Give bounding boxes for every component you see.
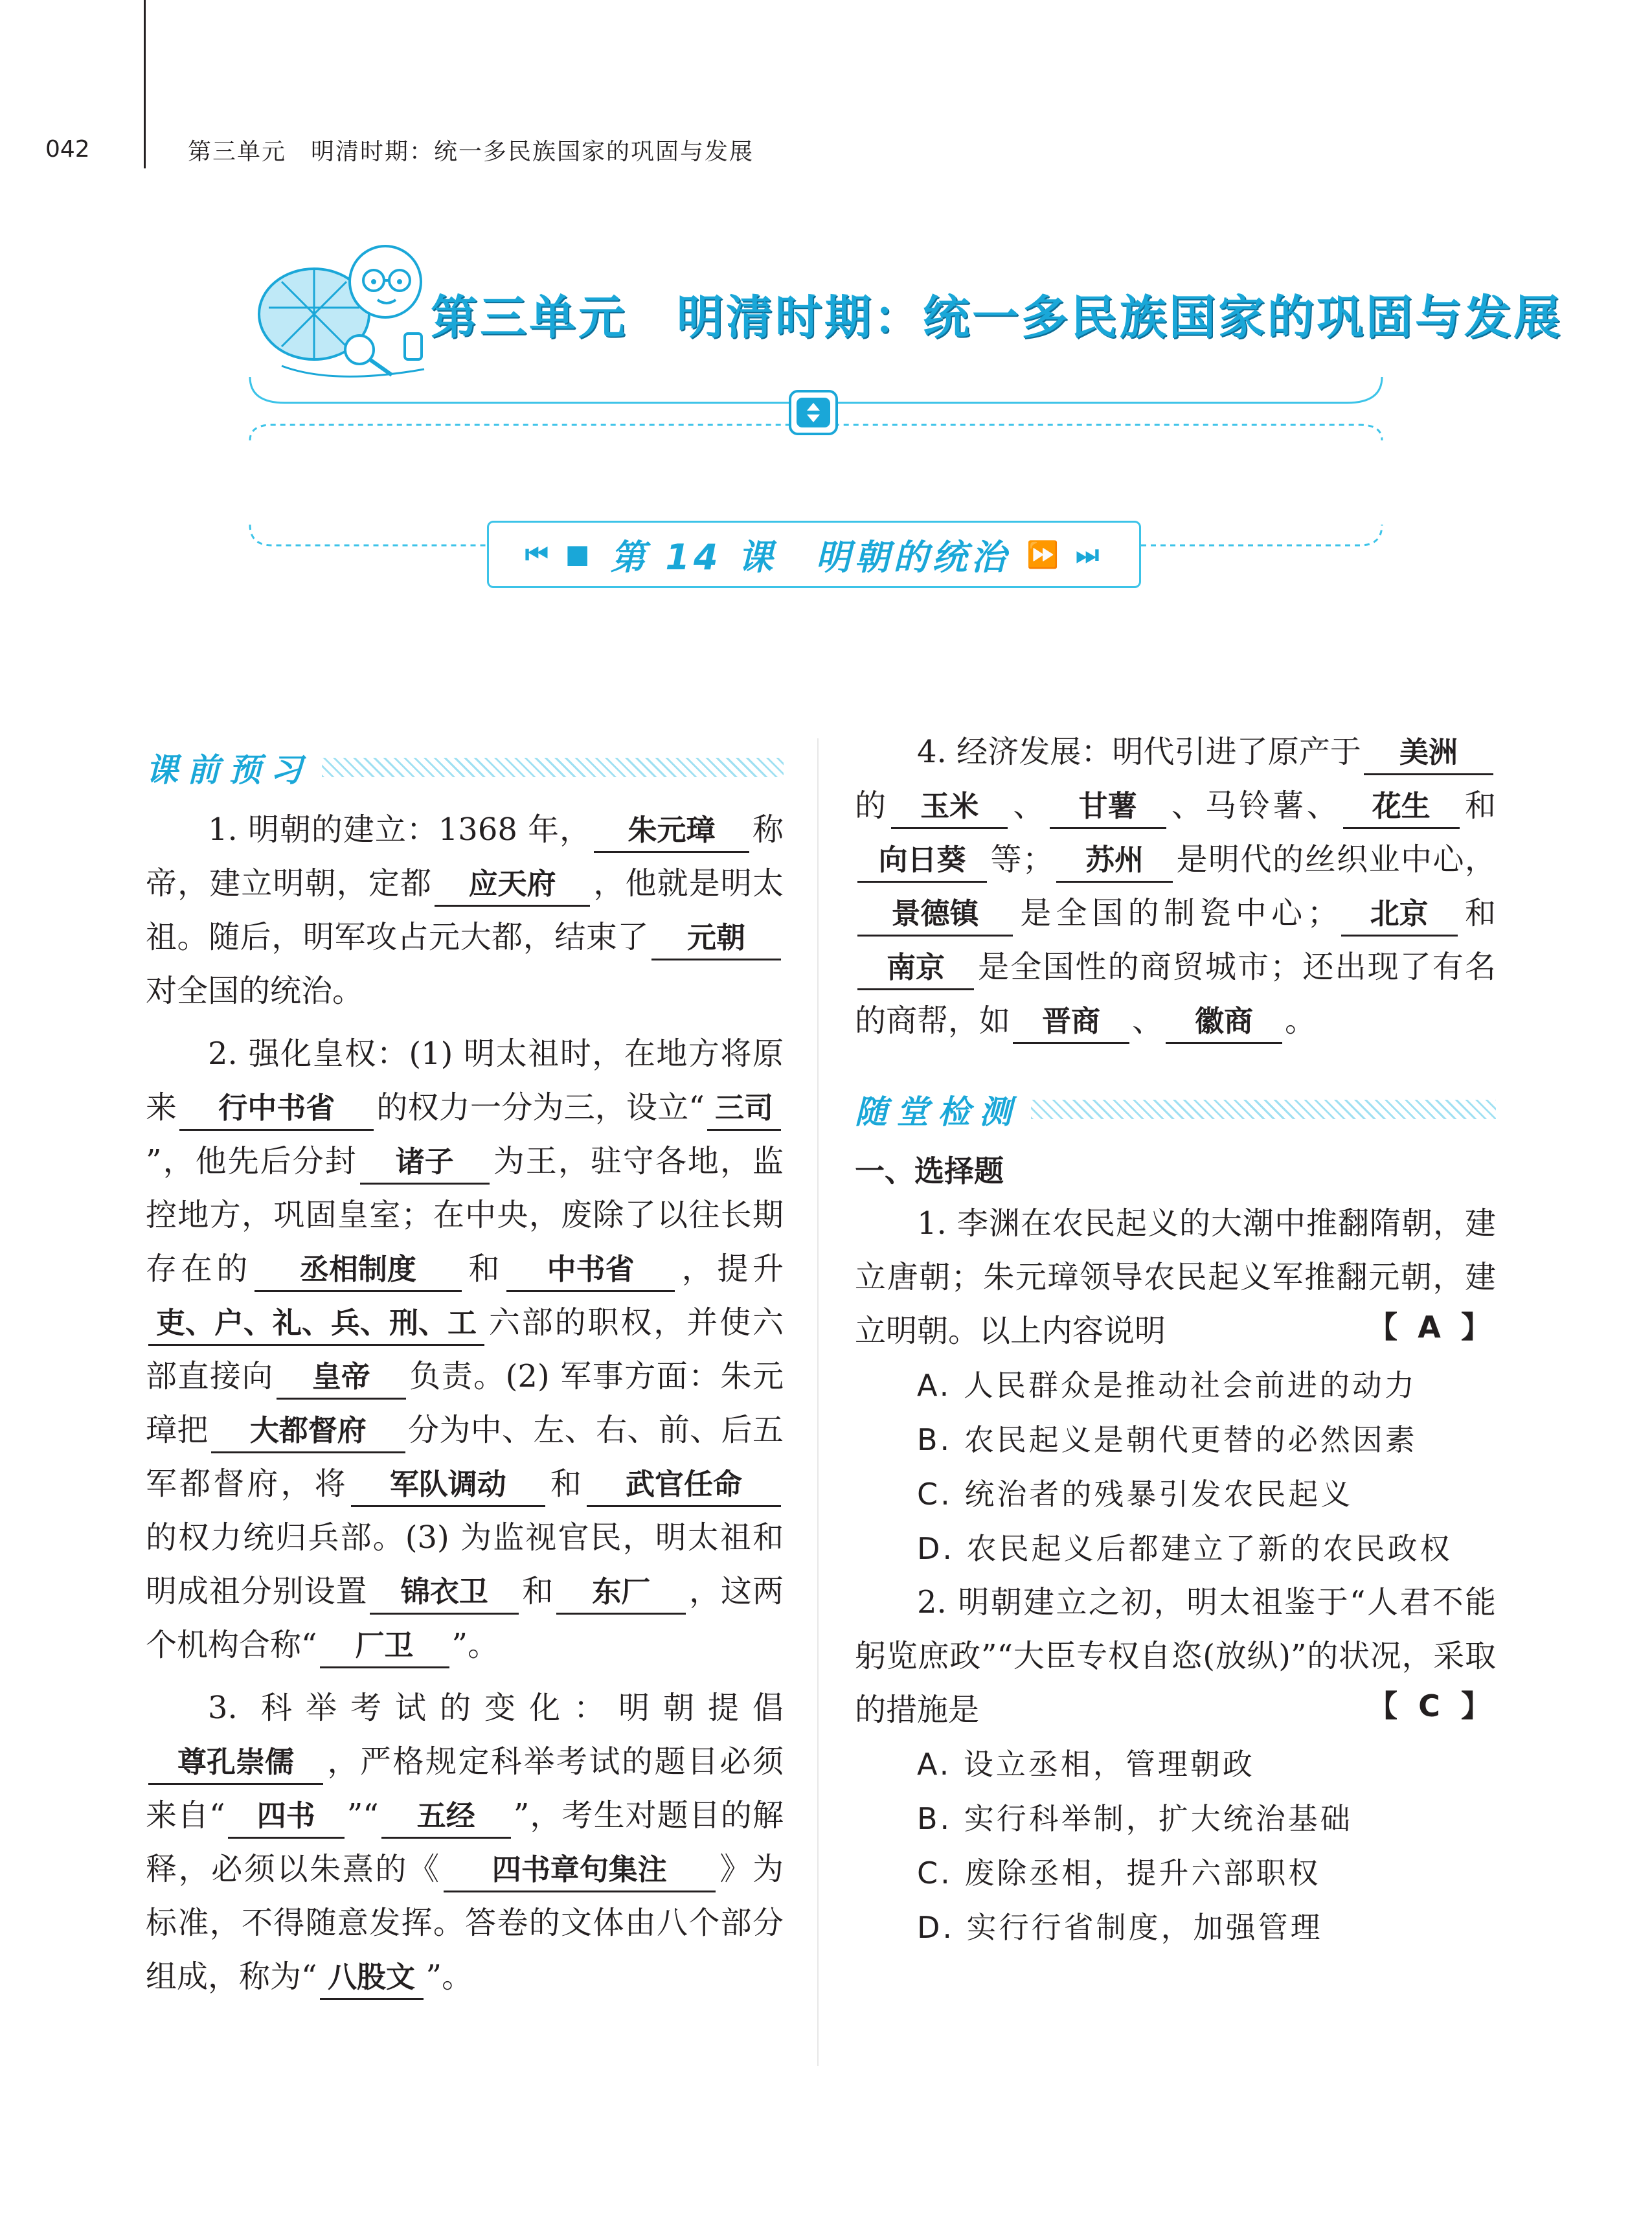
- section-hatch-decoration: [1031, 1100, 1496, 1119]
- answer-blank: 徽商: [1166, 1001, 1282, 1044]
- running-head: 第三单元 明清时期：统一多民族国家的巩固与发展: [188, 139, 754, 165]
- answer-blank: 中书省: [506, 1249, 675, 1292]
- bracket-close: 】: [1461, 1310, 1496, 1345]
- answer-blank: 锦衣卫: [370, 1571, 519, 1615]
- column-divider: [817, 738, 819, 2066]
- text-fragment: 等；: [990, 841, 1054, 878]
- preview-item-4: [855, 725, 1496, 1048]
- text-fragment: 3. 科举考试的变化：明朝提倡: [208, 1690, 784, 1726]
- answer-blank: 晋商: [1013, 1001, 1129, 1044]
- section-title-quiz: 随堂检测: [855, 1093, 1021, 1131]
- answer-blank: 向日葵: [857, 839, 987, 883]
- text-fragment: 、马铃薯、: [1168, 788, 1341, 824]
- answer-blank: 四书章句集注: [444, 1849, 716, 1892]
- answer-letter: C: [1418, 1688, 1445, 1723]
- answer-blank: 皇帝: [277, 1356, 406, 1400]
- text-fragment: 的: [855, 788, 889, 824]
- fast-forward-icon: ⏩ ⏭: [1026, 539, 1103, 570]
- answer-bracket: [1368, 1679, 1496, 1733]
- option: A. 人民群众是推动社会前进的动力: [917, 1368, 1417, 1403]
- text-fragment: ，他就是明太祖。随后，明军攻占元大都，结束了: [146, 865, 784, 955]
- text-fragment: ，严格规定科举考试的题目必须来自“: [146, 1743, 784, 1834]
- text-fragment: 六部的职权，并使六部直接向: [146, 1304, 784, 1394]
- option: D. 实行行省制度，加强管理: [917, 1910, 1323, 1945]
- option: C. 统治者的残暴引发农民起义: [917, 1477, 1353, 1512]
- answer-blank: 厂卫: [320, 1625, 449, 1668]
- text-fragment: 是全国的制瓷中心；: [1015, 895, 1339, 931]
- text-fragment: 为王，驻守各地，监控地方，巩固皇室；在中央，废除了以往长期存在的: [146, 1143, 784, 1287]
- preview-item-2: [146, 1027, 784, 1672]
- bracket-close: 】: [1461, 1688, 1496, 1723]
- question-1-stem: [855, 1197, 1496, 1358]
- text-fragment: 分为中、左、右、前、后五军都督府，将: [146, 1412, 784, 1502]
- answer-blank: 武官任命: [587, 1464, 781, 1507]
- question-text: 1. 李渊在农民起义的大潮中推翻隋朝，建立唐朝；朱元璋领导农民起义军推翻元朝，建立明朝。以上内容说明: [855, 1205, 1496, 1349]
- option: D. 农民起义后都建立了新的农民政权: [917, 1531, 1453, 1566]
- section-title-preview: 课前预习: [146, 751, 311, 789]
- answer-blank: 行中书省: [179, 1087, 374, 1131]
- text-fragment: 和: [521, 1573, 554, 1609]
- answer-blank: 尊孔崇儒: [148, 1742, 323, 1785]
- answer-blank: 东厂: [556, 1571, 686, 1615]
- answer-letter: A: [1418, 1310, 1446, 1345]
- answer-blank: 苏州: [1056, 839, 1173, 883]
- option: C. 废除丞相，提升六部职权: [917, 1856, 1321, 1891]
- bracket-open: 【: [1368, 1310, 1403, 1345]
- text-fragment: 和: [1462, 788, 1496, 824]
- answer-blank: 美洲: [1364, 732, 1493, 775]
- rewind-icon: ⏮ ■: [525, 539, 594, 569]
- page-number: 042: [45, 136, 90, 163]
- section-hatch-decoration: [322, 758, 784, 777]
- answer-blank: 玉米: [891, 786, 1008, 829]
- left-column: [146, 738, 784, 2004]
- text-fragment: 和: [547, 1466, 584, 1502]
- text-fragment: ”，考生对题目的解释，必须以朱熹的《: [146, 1797, 784, 1887]
- answer-blank: 景德镇: [857, 893, 1013, 937]
- answer-blank: 南京: [857, 947, 974, 990]
- text-fragment: 对全国的统治。: [146, 973, 364, 1009]
- text-fragment: 和: [464, 1251, 504, 1287]
- text-fragment: 是明代的丝织业中心，: [1175, 841, 1496, 878]
- text-fragment: 负责。(2) 军事方面：朱元璋把: [146, 1358, 784, 1448]
- text-fragment: ，提升: [677, 1251, 784, 1287]
- text-fragment: ”“: [346, 1797, 379, 1834]
- text-fragment: ，这两个机构合称“: [146, 1573, 784, 1663]
- section-header-preview: [146, 738, 784, 797]
- text-fragment: 的权力统归兵部。(3) 为监视官民，明太祖和明成祖分别设置: [146, 1519, 784, 1609]
- bracket-open: 【: [1368, 1688, 1403, 1723]
- preview-item-1: [146, 803, 784, 1018]
- answer-blank: 吏、户、礼、兵、刑、工: [148, 1302, 484, 1346]
- option: A. 设立丞相，管理朝政: [917, 1747, 1255, 1782]
- preview-item-3: [146, 1681, 784, 2004]
- text-fragment: ”，他先后分封: [146, 1143, 357, 1179]
- text-fragment: 2. 强化皇权：(1) 明太祖时，在地方将原来: [146, 1036, 784, 1126]
- answer-blank: 应天府: [435, 863, 590, 907]
- text-fragment: 和: [1460, 895, 1496, 931]
- answer-blank: 五经: [381, 1795, 511, 1839]
- lesson-title: 第 14 课 明朝的统治: [610, 536, 1010, 578]
- text-fragment: 1. 明朝的建立：1368 年，: [208, 812, 592, 848]
- text-fragment: 4. 经济发展：明代引进了原产于: [917, 734, 1361, 770]
- right-column: [855, 725, 1496, 1955]
- text-fragment: 、: [1132, 1003, 1164, 1039]
- option: B. 农民起义是朝代更替的必然因素: [917, 1422, 1418, 1457]
- question-text: 2. 明朝建立之初，明太祖鉴于“人君不能躬览庶政”“大臣专权自恣(放纵)”的状况，采取的措施是: [855, 1584, 1496, 1728]
- answer-blank: 朱元璋: [594, 810, 749, 853]
- option: B. 实行科举制，扩大统治基础: [917, 1801, 1353, 1836]
- header-rule: [144, 0, 146, 168]
- text-fragment: 》为标准，不得随意发挥。答卷的文体由八个部分组成，称为“: [146, 1851, 784, 1995]
- answer-blank: 元朝: [651, 917, 781, 960]
- text-fragment: 称帝，建立明朝，定都: [146, 812, 784, 902]
- answer-blank: 四书: [228, 1795, 345, 1839]
- question-2-stem: [855, 1576, 1496, 1737]
- text-fragment: 、: [1010, 788, 1047, 824]
- lesson-title-box: [487, 521, 1141, 588]
- text-fragment: 。: [1285, 1003, 1317, 1039]
- answer-blank: 丞相制度: [255, 1249, 462, 1292]
- answer-blank: 军队调动: [351, 1464, 545, 1507]
- section-header-quiz: [855, 1080, 1496, 1139]
- answer-blank: 甘薯: [1050, 786, 1166, 829]
- answer-blank: 北京: [1341, 893, 1458, 937]
- answer-blank: 花生: [1343, 786, 1460, 829]
- unit-title: 第三单元 明清时期：统一多民族国家的巩固与发展: [431, 290, 1563, 345]
- answer-blank: 诸子: [360, 1141, 490, 1185]
- text-fragment: 是全国性的商贸城市；还出现了有名的商帮，如: [855, 949, 1496, 1039]
- text-fragment: ”。: [425, 1959, 473, 1995]
- text-fragment: 的权力一分为三，设立“: [376, 1089, 705, 1126]
- answer-bracket: [1368, 1300, 1496, 1354]
- answer-blank: 三司: [707, 1087, 781, 1131]
- quiz-subhead: 一、选择题: [855, 1153, 1004, 1188]
- answer-blank: 大都督府: [211, 1410, 405, 1453]
- answer-blank: 八股文: [320, 1957, 424, 2000]
- text-fragment: ”。: [451, 1627, 499, 1663]
